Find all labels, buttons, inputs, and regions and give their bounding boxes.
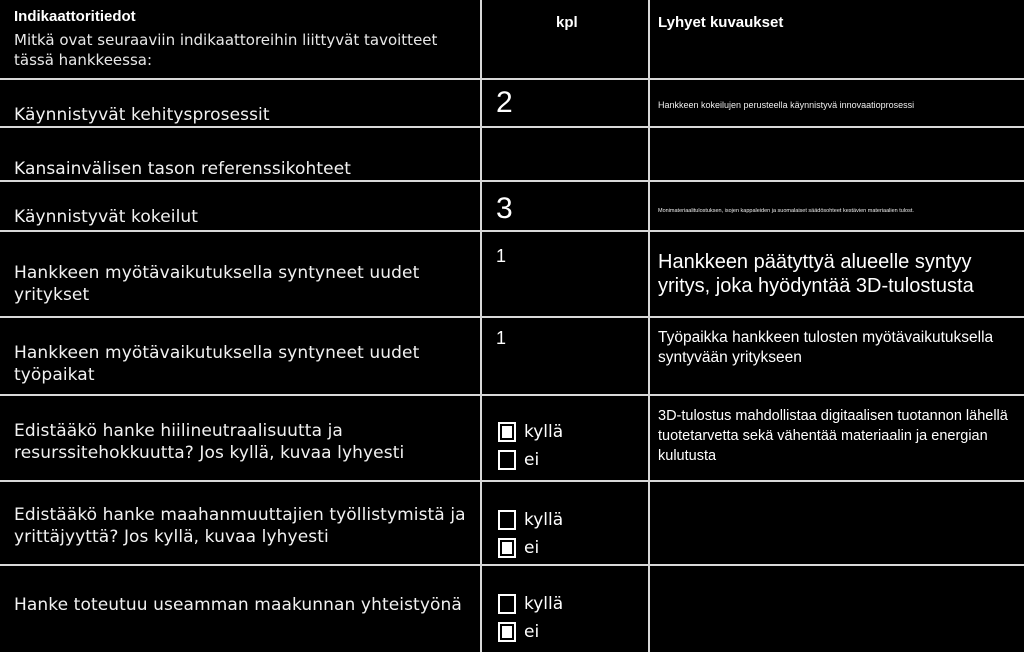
row-label: Edistääkö hanke maahanmuuttajien työllistymistä ja yrittäjyyttä? Jos kyllä, kuvaa lyhyesti: [14, 505, 466, 547]
option-no-label: ei: [524, 622, 540, 642]
row-label: Hankkeen myötävaikutuksella syntyneet uudet työpaikat: [14, 343, 420, 385]
checkbox-yes[interactable]: [498, 594, 516, 614]
row-label: Käynnistyvät kehitysprosessit: [14, 105, 270, 125]
description-text: Hankkeen päätyttyä alueelle syntyy yritys, joka hyödyntää 3D-tulostusta: [658, 251, 974, 297]
option-no-label: ei: [524, 450, 540, 470]
option-no[interactable]: [498, 536, 539, 560]
row-label: Hankkeen myötävaikutuksella syntyneet uudet yritykset: [14, 263, 420, 305]
kpl-value: 2: [496, 86, 513, 119]
description-text: Hankkeen kokeilujen perusteella käynnistyvä innovaatioprosessi: [658, 100, 915, 110]
table-row: [0, 318, 1024, 396]
row-label: Hanke toteutuu useamman maakunnan yhteistyönä: [14, 595, 462, 615]
table-row: [0, 182, 1024, 232]
description-field[interactable]: [648, 566, 1024, 652]
kpl-value: 3: [496, 192, 513, 225]
description-field[interactable]: [648, 232, 1024, 316]
checkbox-yes[interactable]: [498, 422, 516, 442]
description-field[interactable]: [648, 80, 1024, 126]
option-yes-label: kyllä: [524, 594, 564, 614]
row-label: Kansainvälisen tason referenssikohteet: [14, 159, 352, 179]
kpl-field[interactable]: [480, 80, 648, 126]
column-header-kpl: kpl: [556, 14, 578, 31]
checkbox-yes[interactable]: [498, 510, 516, 530]
table-row: [0, 396, 1024, 482]
description-field[interactable]: [648, 482, 1024, 564]
option-yes[interactable]: [498, 420, 563, 444]
kpl-field[interactable]: [480, 182, 648, 230]
option-no[interactable]: [498, 620, 539, 644]
table-row: [0, 482, 1024, 566]
option-yes-label: kyllä: [524, 422, 564, 442]
option-no-label: ei: [524, 538, 540, 558]
option-no[interactable]: [498, 448, 539, 472]
description-field[interactable]: [648, 396, 1024, 480]
header-row: [0, 0, 1024, 80]
table-row: [0, 128, 1024, 182]
description-text: Työpaikka hankkeen tulosten myötävaikutuksella syntyvään yritykseen: [658, 329, 994, 366]
option-yes[interactable]: [498, 592, 563, 616]
option-yes-label: kyllä: [524, 510, 564, 530]
checkbox-no[interactable]: [498, 622, 516, 642]
table-row: [0, 80, 1024, 128]
description-field[interactable]: [648, 318, 1024, 394]
kpl-value: 1: [496, 328, 507, 348]
table-row: [0, 566, 1024, 652]
kpl-field[interactable]: [480, 232, 648, 316]
checkbox-no[interactable]: [498, 450, 516, 470]
description-field[interactable]: [648, 128, 1024, 180]
row-label: Käynnistyvät kokeilut: [14, 207, 199, 227]
kpl-field[interactable]: [480, 128, 648, 180]
kpl-value: 1: [496, 246, 507, 266]
column-header-descriptions: Lyhyet kuvaukset: [658, 14, 784, 31]
row-label: Edistääkö hanke hiilineutraalisuutta ja resurssitehokkuutta? Jos kyllä, kuvaa lyhyesti: [14, 421, 405, 463]
kpl-field[interactable]: [480, 318, 648, 394]
description-text: 3D-tulostus mahdollistaa digitaalisen tuotannon lähellä tuotetarvetta sekä vähentää materiaalin ja energian kulutusta: [658, 408, 1008, 464]
section-title: Indikaattoritiedot: [14, 8, 136, 25]
table-row: [0, 232, 1024, 318]
option-yes[interactable]: [498, 508, 563, 532]
section-subtitle: Mitkä ovat seuraaviin indikaattoreihin liittyvät tavoitteet tässä hankkeessa:: [14, 31, 438, 69]
checkbox-no[interactable]: [498, 538, 516, 558]
description-text: Monimateriaalitulostuksen, isojen kappaleiden ja suomalaiset säädösohteet kestävien materiaalien tulost.: [658, 208, 914, 214]
description-field[interactable]: [648, 182, 1024, 230]
